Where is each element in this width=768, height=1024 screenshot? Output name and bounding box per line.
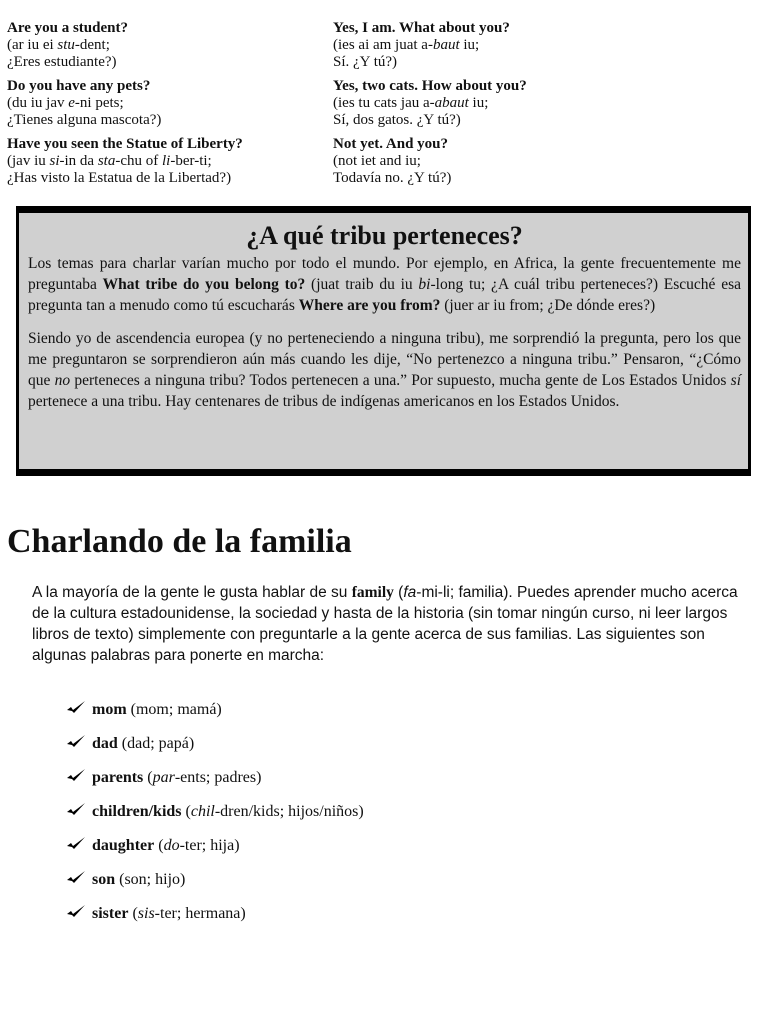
answer-3-spanish: Todavía no. ¿Y tú?)	[333, 170, 452, 186]
question-1-pronunciation: (ar iu ei stu-dent;	[7, 37, 110, 53]
answer-2-spanish: Sí, dos gatos. ¿Y tú?)	[333, 112, 461, 128]
answer-1	[333, 20, 757, 71]
answer-3	[333, 136, 757, 187]
vocab-item	[66, 836, 364, 870]
vocab-gloss: (chil-dren/kids; hijos/niños)	[181, 803, 364, 820]
vocab-gloss: (par-ents; padres)	[143, 769, 262, 786]
vocab-item	[66, 870, 364, 904]
sidebar-paragraph-1: Los temas para charlar varían mucho por todo el mundo. Por ejemplo, en Africa, la gente frecuentemente me preguntaba What tribe do you belong to? (juat traib du iu bi-long tu; ¿A cuál tribu perteneces?) Escuché esa pregunta tan a menudo como tú escucharás Where are you from? (juer ar iu from; ¿De dónde eres?)	[28, 255, 741, 314]
check-icon	[66, 835, 86, 851]
answer-1-english: Yes, I am. What about you?	[333, 20, 510, 36]
check-icon	[66, 699, 86, 715]
question-1	[7, 20, 333, 71]
question-1-spanish: ¿Eres estudiante?)	[7, 54, 117, 70]
question-1-english: Are you a student?	[7, 20, 128, 36]
vocab-gloss: (do-ter; hija)	[154, 837, 240, 854]
answer-1-pronunciation: (ies ai am juat a-baut iu;	[333, 37, 480, 53]
vocab-term: daughter	[92, 837, 155, 854]
sidebar-panel	[18, 212, 749, 470]
check-icon	[66, 733, 86, 749]
check-icon	[66, 869, 86, 885]
answer-3-english: Not yet. And you?	[333, 136, 449, 152]
dialogue-grid	[7, 20, 757, 187]
answer-1-spanish: Sí. ¿Y tú?)	[333, 54, 398, 70]
vocab-list	[66, 700, 364, 938]
answer-2	[333, 78, 757, 129]
section-title: Charlando de la familia	[7, 523, 352, 560]
question-3-english: Have you seen the Statue of Liberty?	[7, 136, 243, 152]
question-2-pronunciation: (du iu jav e-ni pets;	[7, 95, 124, 111]
check-icon	[66, 767, 86, 783]
vocab-gloss: (sis-ter; hermana)	[128, 905, 246, 922]
vocab-gloss: (mom; mamá)	[126, 701, 222, 718]
sidebar-paragraph-2: Siendo yo de ascendencia europea (y no perteneciendo a ninguna tribu), me sorprendió la pregunta, pero los que me preguntaron se sorprendieron aún más cuando les dije, “No pertenezco a ninguna tribu.” Pensaron, “¿Cómo que no perteneces a ninguna tribu? Todos pertenecen a una.” Por supuesto, mucha gente de Los Estados Unidos sí pertenece a una tribu. Hay centenares de tribus de indígenas americanos en los Estados Unidos.	[28, 330, 741, 410]
question-3	[7, 136, 333, 187]
vocab-term: son	[92, 871, 116, 888]
vocab-term: mom	[92, 701, 127, 718]
question-3-pronunciation: (jav iu si-in da sta-chu of li-ber-ti;	[7, 153, 212, 169]
vocab-term: parents	[92, 769, 144, 786]
vocab-term: dad	[92, 735, 118, 752]
sidebar-title: ¿A qué tribu perteneces?	[246, 221, 523, 250]
vocab-item	[66, 904, 364, 938]
vocab-gloss: (dad; papá)	[117, 735, 195, 752]
answer-2-english: Yes, two cats. How about you?	[333, 78, 527, 94]
question-2-spanish: ¿Tienes alguna mascota?)	[7, 112, 162, 128]
question-2	[7, 78, 333, 129]
answer-2-pronunciation: (ies tu cats jau a-abaut iu;	[333, 95, 489, 111]
check-icon	[66, 903, 86, 919]
check-icon	[66, 801, 86, 817]
vocab-item	[66, 768, 364, 802]
answer-3-pronunciation: (not iet and iu;	[333, 153, 421, 169]
intro-paragraph: A la mayoría de la gente le gusta hablar de su family (fa-mi-li; familia). Puedes aprender mucho acerca de la cultura estadounidense, la sociedad y hasta de la historia (sin tomar ningún curso, ni leer largos libros de texto) simplemente con preguntarle a la gente acerca de sus familias. Las siguientes son algunas palabras para ponerte en marcha:	[32, 584, 738, 664]
vocab-item	[66, 700, 364, 734]
cultural-sidebar	[16, 206, 751, 476]
vocab-gloss: (son; hijo)	[115, 871, 186, 888]
vocab-item	[66, 734, 364, 768]
question-2-english: Do you have any pets?	[7, 78, 151, 94]
question-3-spanish: ¿Has visto la Estatua de la Libertad?)	[7, 170, 232, 186]
vocab-term: children/kids	[92, 803, 182, 820]
vocab-term: sister	[92, 905, 129, 922]
vocab-item	[66, 802, 364, 836]
